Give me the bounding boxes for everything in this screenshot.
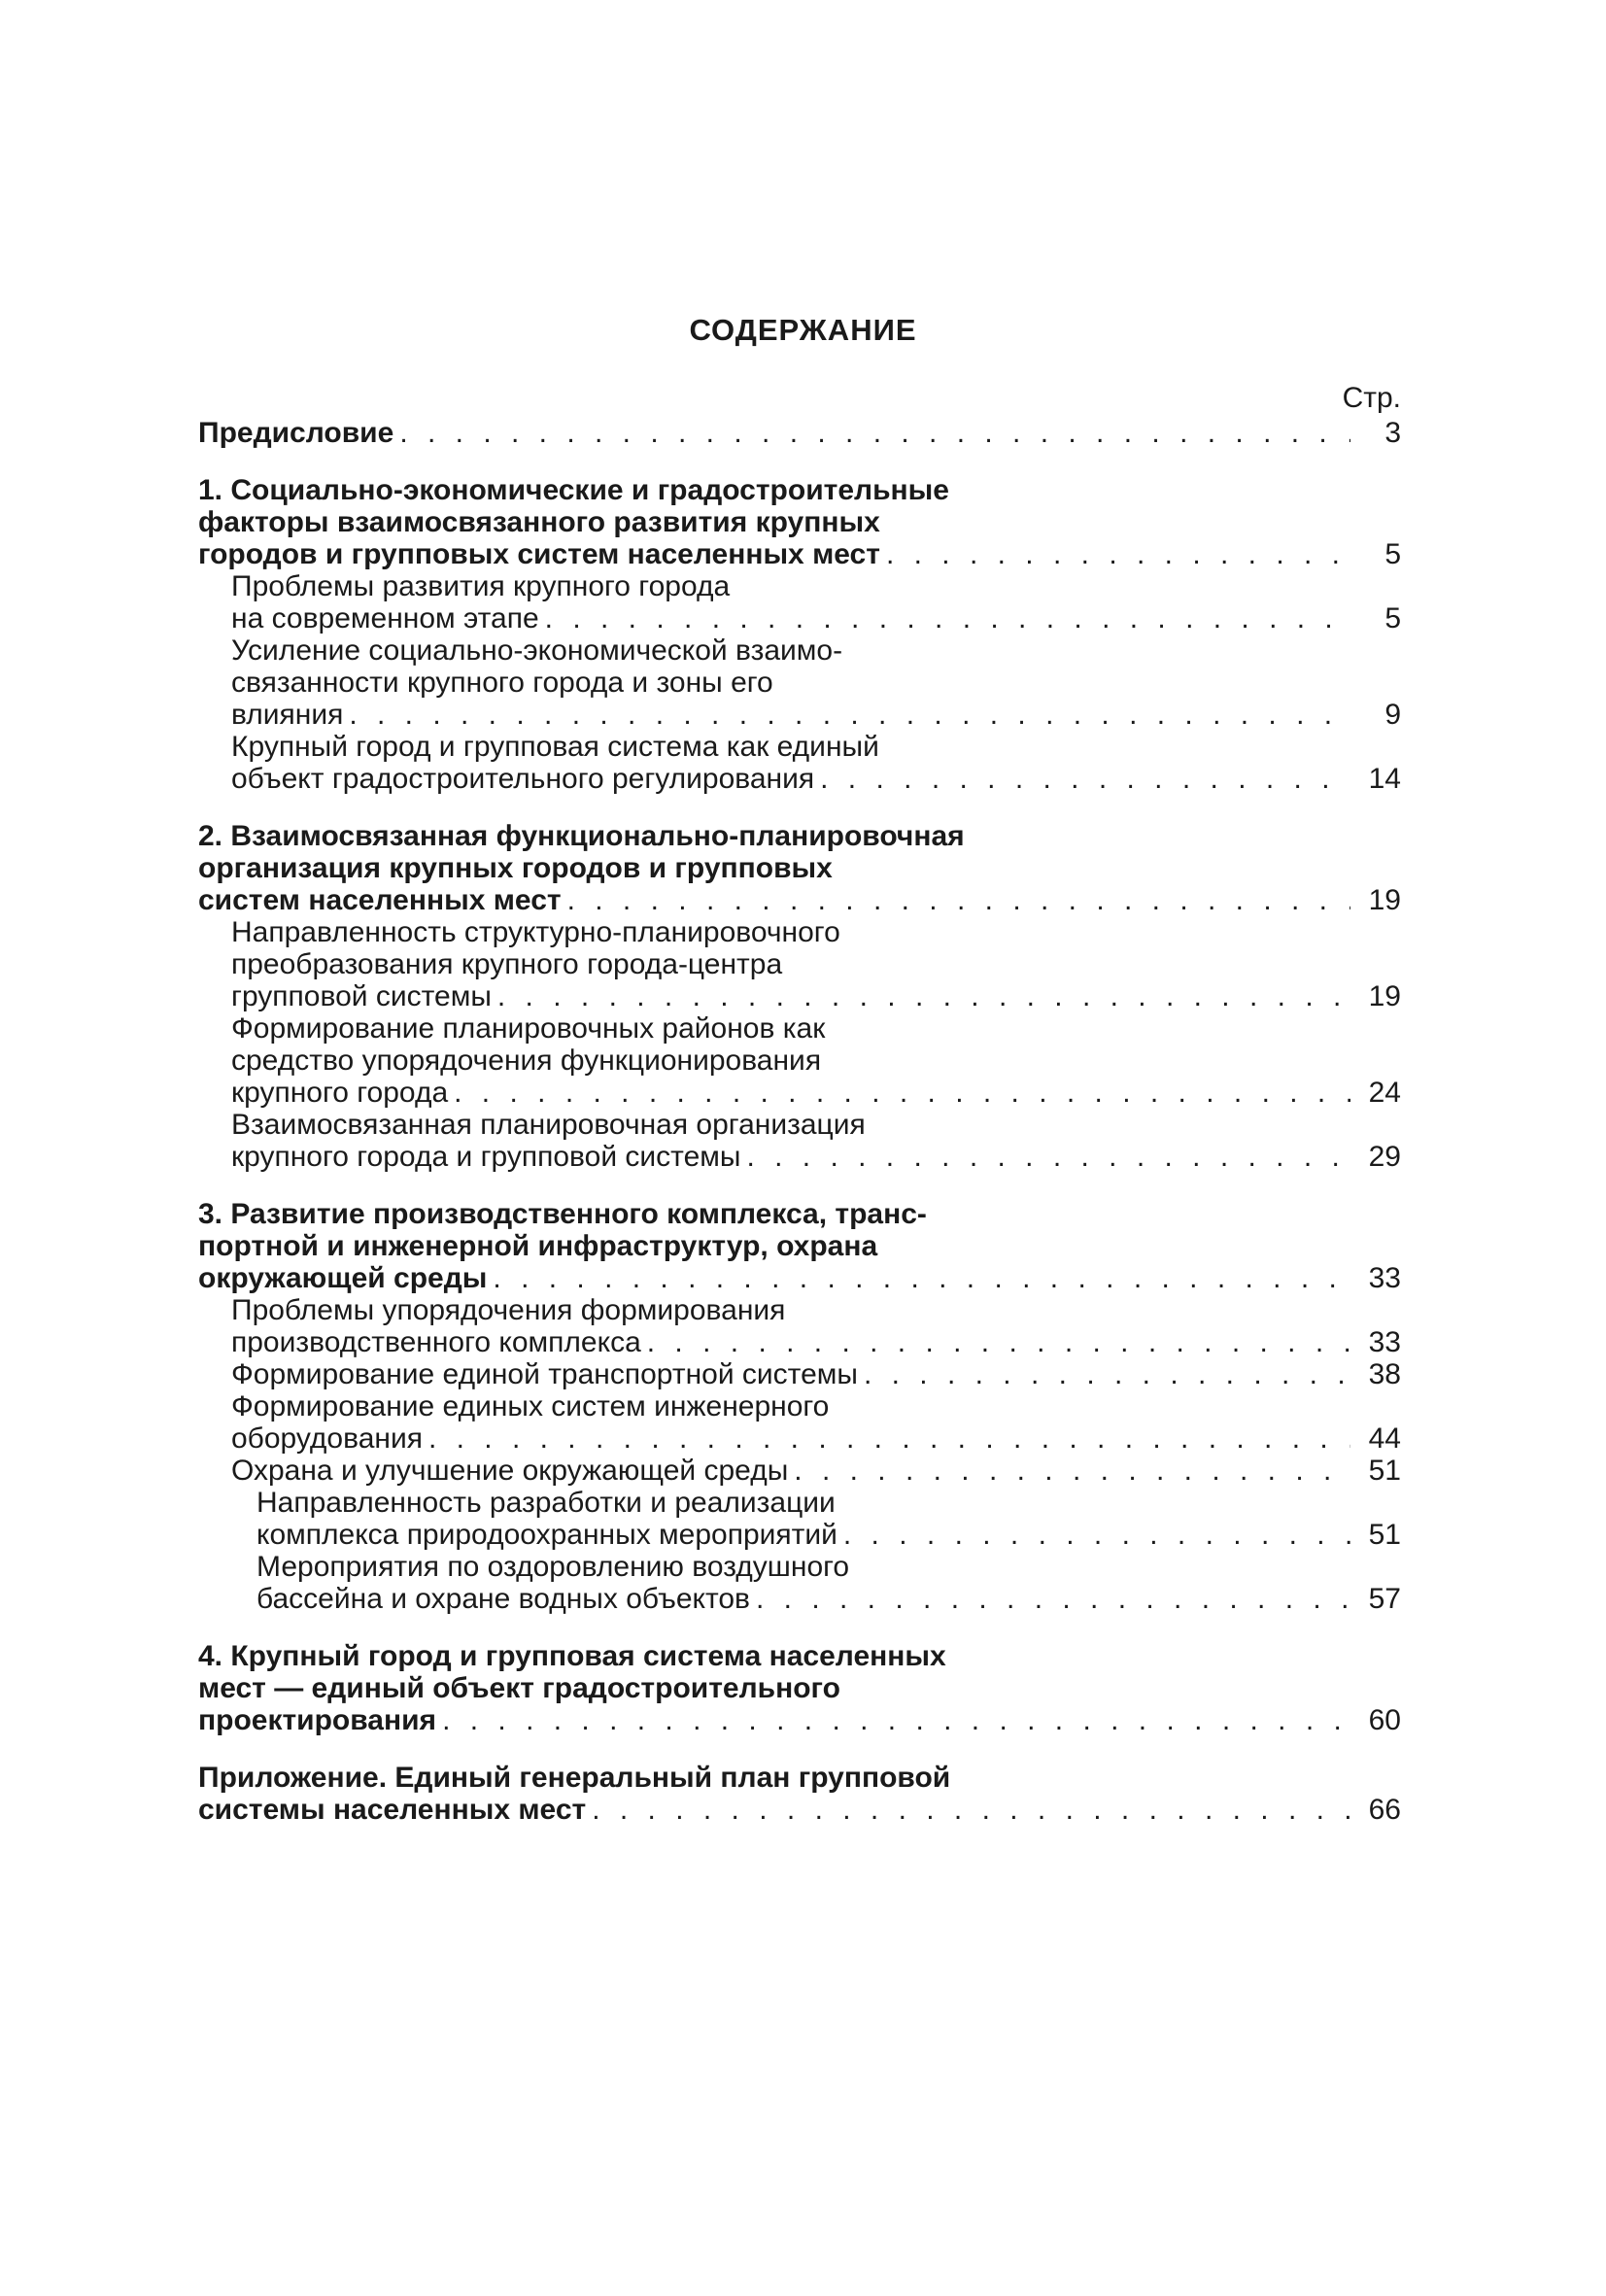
entry-title-line: Направленность структурно-планировочного bbox=[231, 916, 840, 948]
entry-title-line: 3. Развитие производственного комплекса, транс- bbox=[198, 1198, 927, 1230]
entry-title-line: системы населенных мест bbox=[198, 1794, 587, 1826]
entry-title-line: Проблемы развития крупного города bbox=[231, 570, 731, 602]
entry-title-line: 1. Социально-экономические и градостроительные bbox=[198, 474, 949, 506]
dot-leader bbox=[794, 1455, 1350, 1487]
dot-leader bbox=[592, 1794, 1350, 1826]
entry-final-line bbox=[198, 538, 1401, 570]
entry-final-line bbox=[256, 1583, 1401, 1615]
toc-heading: СОДЕРЖАНИЕ bbox=[689, 313, 917, 347]
entry-final-line bbox=[231, 1358, 1401, 1390]
dot-leader bbox=[864, 1358, 1350, 1390]
toc-section-entry bbox=[198, 731, 1401, 795]
entry-title-line: мест — единый объект градостроительного bbox=[198, 1672, 840, 1704]
dot-leader bbox=[756, 1583, 1350, 1615]
entry-final-line bbox=[231, 1422, 1401, 1455]
toc-chapter-entry bbox=[198, 474, 1401, 570]
dot-leader bbox=[428, 1422, 1350, 1455]
page-number: 29 bbox=[1368, 1141, 1401, 1173]
dot-leader bbox=[886, 538, 1350, 570]
entry-final-line bbox=[198, 417, 1401, 449]
entry-title-line: Направленность разработки и реализации bbox=[256, 1487, 836, 1519]
toc-section-entry bbox=[198, 1012, 1401, 1109]
entry-title-line: Охрана и улучшение окружающей среды bbox=[231, 1455, 789, 1487]
entry-final-line bbox=[198, 1262, 1401, 1294]
toc-section-entry bbox=[198, 570, 1401, 634]
page-number: 60 bbox=[1368, 1704, 1401, 1736]
dot-leader bbox=[567, 884, 1350, 916]
entry-title-line: на современном этапе bbox=[231, 602, 539, 634]
entry-title-line: объект градостроительного регулирования bbox=[231, 763, 815, 795]
page-number: 51 bbox=[1368, 1519, 1401, 1551]
toc-section-entry bbox=[198, 1455, 1401, 1487]
toc-chapter-entry bbox=[198, 1762, 1401, 1826]
entry-title-line: портной и инженерной инфраструктур, охрана bbox=[198, 1230, 878, 1262]
page-number: 9 bbox=[1384, 699, 1401, 731]
entry-final-line bbox=[198, 884, 1401, 916]
toc-section-entry bbox=[198, 1294, 1401, 1358]
toc-section-entry bbox=[198, 1487, 1401, 1551]
entry-final-line bbox=[198, 1704, 1401, 1736]
entry-final-line bbox=[231, 699, 1401, 731]
entry-final-line bbox=[231, 1141, 1401, 1173]
entry-title-line: городов и групповых систем населенных мест bbox=[198, 538, 880, 570]
dot-leader bbox=[399, 417, 1350, 449]
toc-chapter-entry bbox=[198, 820, 1401, 916]
dot-leader bbox=[454, 1077, 1350, 1109]
entry-final-line bbox=[231, 1326, 1401, 1358]
entry-title-line: систем населенных мест bbox=[198, 884, 562, 916]
page-number: 33 bbox=[1368, 1326, 1401, 1358]
dot-leader bbox=[493, 1262, 1350, 1294]
toc-chapter-entry bbox=[198, 417, 1401, 449]
toc-section-entry bbox=[198, 916, 1401, 1012]
entry-final-line bbox=[231, 1077, 1401, 1109]
page-number: 19 bbox=[1368, 980, 1401, 1012]
page-number: 3 bbox=[1384, 417, 1401, 449]
entry-title-line: крупного города bbox=[231, 1077, 449, 1109]
table-of-contents bbox=[198, 417, 1401, 1826]
page-column-label: Стр. bbox=[1342, 382, 1401, 414]
toc-section-entry bbox=[198, 1109, 1401, 1173]
entry-title-line: крупного города и групповой системы bbox=[231, 1141, 741, 1173]
entry-title-line: преобразования крупного города-центра bbox=[231, 948, 783, 980]
page-number: 5 bbox=[1384, 602, 1401, 634]
toc-section-entry bbox=[198, 634, 1401, 731]
entry-title-line: групповой системы bbox=[231, 980, 492, 1012]
entry-final-line bbox=[231, 602, 1401, 634]
entry-final-line bbox=[231, 763, 1401, 795]
dot-leader bbox=[746, 1141, 1350, 1173]
entry-final-line bbox=[231, 1455, 1401, 1487]
toc-chapter-entry bbox=[198, 1640, 1401, 1736]
entry-title-line: Приложение. Единый генеральный план групповой bbox=[198, 1762, 951, 1794]
entry-title-line: Проблемы упорядочения формирования bbox=[231, 1294, 786, 1326]
dot-leader bbox=[545, 602, 1350, 634]
page-number: 51 bbox=[1368, 1455, 1401, 1487]
page-number: 14 bbox=[1368, 763, 1401, 795]
entry-title-line: связанности крупного города и зоны его bbox=[231, 667, 773, 699]
toc-section-entry bbox=[198, 1358, 1401, 1390]
entry-title-line: оборудования bbox=[231, 1422, 423, 1455]
entry-title-line: бассейна и охране водных объектов bbox=[256, 1583, 750, 1615]
entry-title-line: Усиление социально-экономической взаимо- bbox=[231, 634, 843, 667]
entry-final-line bbox=[198, 1794, 1401, 1826]
entry-title-line: Мероприятия по оздоровлению воздушного bbox=[256, 1551, 850, 1583]
entry-title-line: Предисловие bbox=[198, 417, 394, 449]
dot-leader bbox=[843, 1519, 1350, 1551]
page-number: 33 bbox=[1368, 1262, 1401, 1294]
entry-title-line: 4. Крупный город и групповая система населенных bbox=[198, 1640, 946, 1672]
entry-title-line: влияния bbox=[231, 699, 344, 731]
page-number: 38 bbox=[1368, 1358, 1401, 1390]
entry-title-line: производственного комплекса bbox=[231, 1326, 641, 1358]
entry-title-line: Формирование единой транспортной системы bbox=[231, 1358, 858, 1390]
page-number: 66 bbox=[1368, 1794, 1401, 1826]
entry-title-line: комплекса природоохранных мероприятий bbox=[256, 1519, 837, 1551]
entry-title-line: Формирование единых систем инженерного bbox=[231, 1390, 830, 1422]
entry-title-line: окружающей среды bbox=[198, 1262, 488, 1294]
entry-title-line: организация крупных городов и групповых bbox=[198, 852, 833, 884]
page-number: 24 bbox=[1368, 1077, 1401, 1109]
page-number: 57 bbox=[1368, 1583, 1401, 1615]
entry-title-line: средство упорядочения функционирования bbox=[231, 1045, 822, 1077]
toc-chapter-entry bbox=[198, 1198, 1401, 1294]
dot-leader bbox=[349, 699, 1350, 731]
entry-title-line: факторы взаимосвязанного развития крупных bbox=[198, 506, 880, 538]
entry-title-line: 2. Взаимосвязанная функционально-планировочная bbox=[198, 820, 965, 852]
toc-section-entry bbox=[198, 1390, 1401, 1455]
entry-title-line: Взаимосвязанная планировочная организация bbox=[231, 1109, 866, 1141]
entry-final-line bbox=[256, 1519, 1401, 1551]
dot-leader bbox=[647, 1326, 1350, 1358]
entry-title-line: Формирование планировочных районов как bbox=[231, 1012, 826, 1045]
page-number: 19 bbox=[1368, 884, 1401, 916]
dot-leader bbox=[820, 763, 1350, 795]
entry-title-line: проектирования bbox=[198, 1704, 437, 1736]
page-number: 44 bbox=[1368, 1422, 1401, 1455]
dot-leader bbox=[442, 1704, 1350, 1736]
dot-leader bbox=[497, 980, 1350, 1012]
toc-section-entry bbox=[198, 1551, 1401, 1615]
page-number: 5 bbox=[1384, 538, 1401, 570]
entry-title-line: Крупный город и групповая система как единый bbox=[231, 731, 879, 763]
entry-final-line bbox=[231, 980, 1401, 1012]
